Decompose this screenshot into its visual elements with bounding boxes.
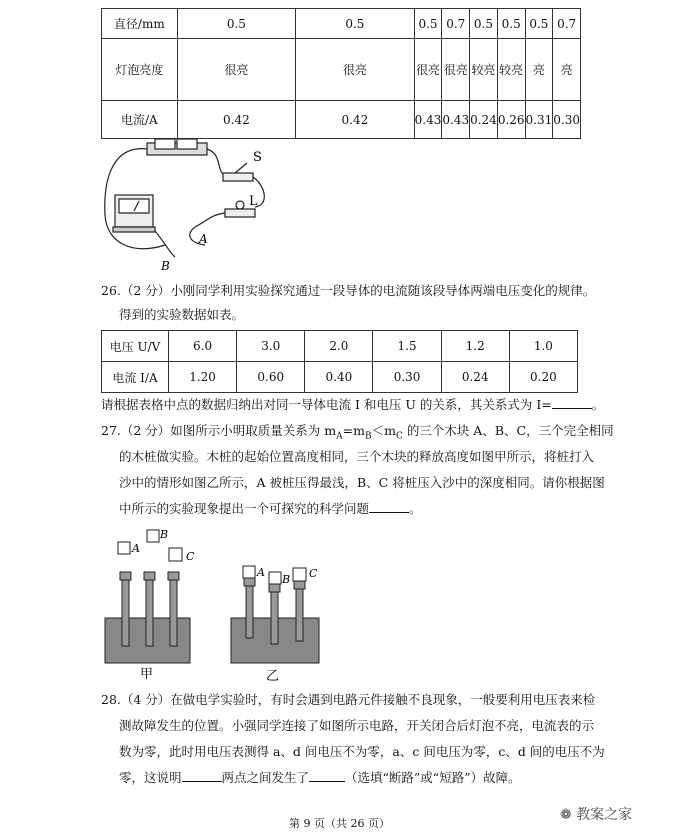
cell: 0.30 bbox=[373, 362, 441, 393]
q27-end: 。 bbox=[409, 501, 422, 516]
cell: 很亮 bbox=[414, 39, 442, 101]
voltage-current-table bbox=[101, 330, 578, 393]
wire-data-table bbox=[101, 8, 581, 139]
q27-text: 的三个木块 A、B、C，三个完全相同 bbox=[402, 423, 614, 438]
block-a-label: A bbox=[257, 566, 265, 579]
cell: 很亮 bbox=[296, 39, 415, 101]
cell: 0.20 bbox=[509, 362, 577, 393]
cell: 1.5 bbox=[373, 331, 441, 362]
sub: C bbox=[395, 431, 403, 442]
q27-prompt: 中所示的实验现象提出一个可探究的科学问题 bbox=[119, 501, 370, 516]
q28-text: （选填“断路”或“短路”）故障。 bbox=[345, 770, 521, 785]
row-label-current: 电流/A bbox=[102, 101, 178, 139]
q27-line2: 的木桩做实验。木桩的起始位置高度相同，三个木块的释放高度如图甲所示，将桩打入 bbox=[119, 449, 595, 464]
q26-end: 。 bbox=[591, 397, 605, 412]
sub: B bbox=[364, 431, 372, 442]
figure-yi-label: 乙 bbox=[266, 669, 280, 683]
cell: 0.5 bbox=[177, 9, 296, 39]
cell: 1.2 bbox=[441, 331, 509, 362]
q28-text: 两点之间发生了 bbox=[221, 770, 310, 785]
sub: A bbox=[336, 431, 343, 442]
cell: 0.24 bbox=[441, 362, 509, 393]
answer-blank[interactable] bbox=[309, 769, 345, 782]
watermark bbox=[560, 804, 632, 824]
q28-line1: 28.（4 分）在做电学实验时，有时会遇到电路元件接触不良现象，一般要利用电压表来检 bbox=[101, 692, 596, 707]
block-c-label: C bbox=[309, 567, 318, 580]
answer-blank[interactable] bbox=[182, 769, 222, 782]
q27-line3: 沙中的情形如图乙所示，A 被桩压得最浅，B、C 将桩压入沙中的深度相同。请你根据图 bbox=[119, 475, 605, 490]
cell: 亮 bbox=[553, 39, 581, 101]
row-label-diameter: 直径/mm bbox=[102, 9, 178, 39]
page-footer: 第 9 页（共 26 页） bbox=[289, 817, 390, 830]
cell: 很亮 bbox=[442, 39, 470, 101]
answer-blank[interactable] bbox=[369, 500, 409, 513]
q26-line2: 得到的实验数据如表。 bbox=[119, 307, 245, 322]
cell: 0.43 bbox=[414, 101, 442, 139]
cell: 较亮 bbox=[497, 39, 525, 101]
cell: 0.30 bbox=[553, 101, 581, 139]
block-b-label: B bbox=[160, 528, 169, 541]
block-a-label: A bbox=[132, 542, 140, 555]
watermark-text: 教案之家 bbox=[576, 807, 633, 823]
cell: 3.0 bbox=[237, 331, 305, 362]
cell: 很亮 bbox=[177, 39, 296, 101]
cell: 亮 bbox=[525, 39, 553, 101]
q27-line4 bbox=[119, 496, 422, 522]
cell: 0.24 bbox=[470, 101, 498, 139]
cell: 6.0 bbox=[169, 331, 237, 362]
cell: 1.0 bbox=[509, 331, 577, 362]
current-label: 电流 I/A bbox=[102, 362, 169, 393]
terminal-a-label: A bbox=[199, 232, 208, 246]
figure-jia-label: 甲 bbox=[140, 667, 154, 682]
cell: 0.5 bbox=[525, 9, 553, 39]
cell: 0.5 bbox=[414, 9, 442, 39]
q26-line3 bbox=[101, 392, 604, 418]
lamp-label: L bbox=[249, 194, 258, 209]
answer-blank[interactable] bbox=[552, 396, 592, 409]
block-b-label: B bbox=[282, 573, 291, 586]
cell: 2.0 bbox=[305, 331, 373, 362]
cell: 0.42 bbox=[296, 101, 415, 139]
q27-text: 27.（2 分）如图所示小明取质量关系为 m bbox=[101, 423, 337, 438]
q26-prompt: 请根据表格中点的数据归纳出对同一导体电流 I 和电压 U 的关系，其关系式为 I= bbox=[101, 397, 552, 412]
cell: 0.26 bbox=[497, 101, 525, 139]
cell: 1.20 bbox=[169, 362, 237, 393]
pile-figure bbox=[100, 528, 330, 683]
cell: 0.5 bbox=[296, 9, 415, 39]
cell: 0.31 bbox=[525, 101, 553, 139]
cell: 0.5 bbox=[497, 9, 525, 39]
cell: 0.5 bbox=[470, 9, 498, 39]
q28-line3: 数为零，此时用电压表测得 a、d 间电压不为零，a、c 间电压为零，c、d 间的电压不为 bbox=[119, 744, 605, 759]
cell: 0.42 bbox=[177, 101, 296, 139]
terminal-b-label: B bbox=[161, 259, 170, 273]
row-label-brightness: 灯泡亮度 bbox=[102, 39, 178, 101]
voltage-label: 电压 U/V bbox=[102, 331, 169, 362]
cell: 较亮 bbox=[470, 39, 498, 101]
cell: 0.60 bbox=[237, 362, 305, 393]
block-c-label: C bbox=[186, 550, 195, 563]
q28-line2: 测故障发生的位置。小强同学连接了如图所示电路，开关闭合后灯泡不亮，电流表的示 bbox=[119, 718, 595, 733]
cell: 0.40 bbox=[305, 362, 373, 393]
wechat-icon: ❁ bbox=[560, 807, 572, 823]
q27-text: ＜m bbox=[371, 423, 396, 438]
cell: 0.43 bbox=[442, 101, 470, 139]
q28-line4 bbox=[119, 765, 521, 791]
q26-line1: 26.（2 分）小刚同学利用实验探究通过一段导体的电流随该段导体两端电压变化的规律。 bbox=[101, 283, 596, 298]
cell: 0.7 bbox=[553, 9, 581, 39]
q27-text: =m bbox=[342, 423, 365, 438]
cell: 0.7 bbox=[442, 9, 470, 39]
switch-label: S bbox=[253, 150, 262, 165]
circuit-diagram bbox=[95, 135, 295, 275]
q28-text: 零，这说明 bbox=[119, 770, 182, 785]
